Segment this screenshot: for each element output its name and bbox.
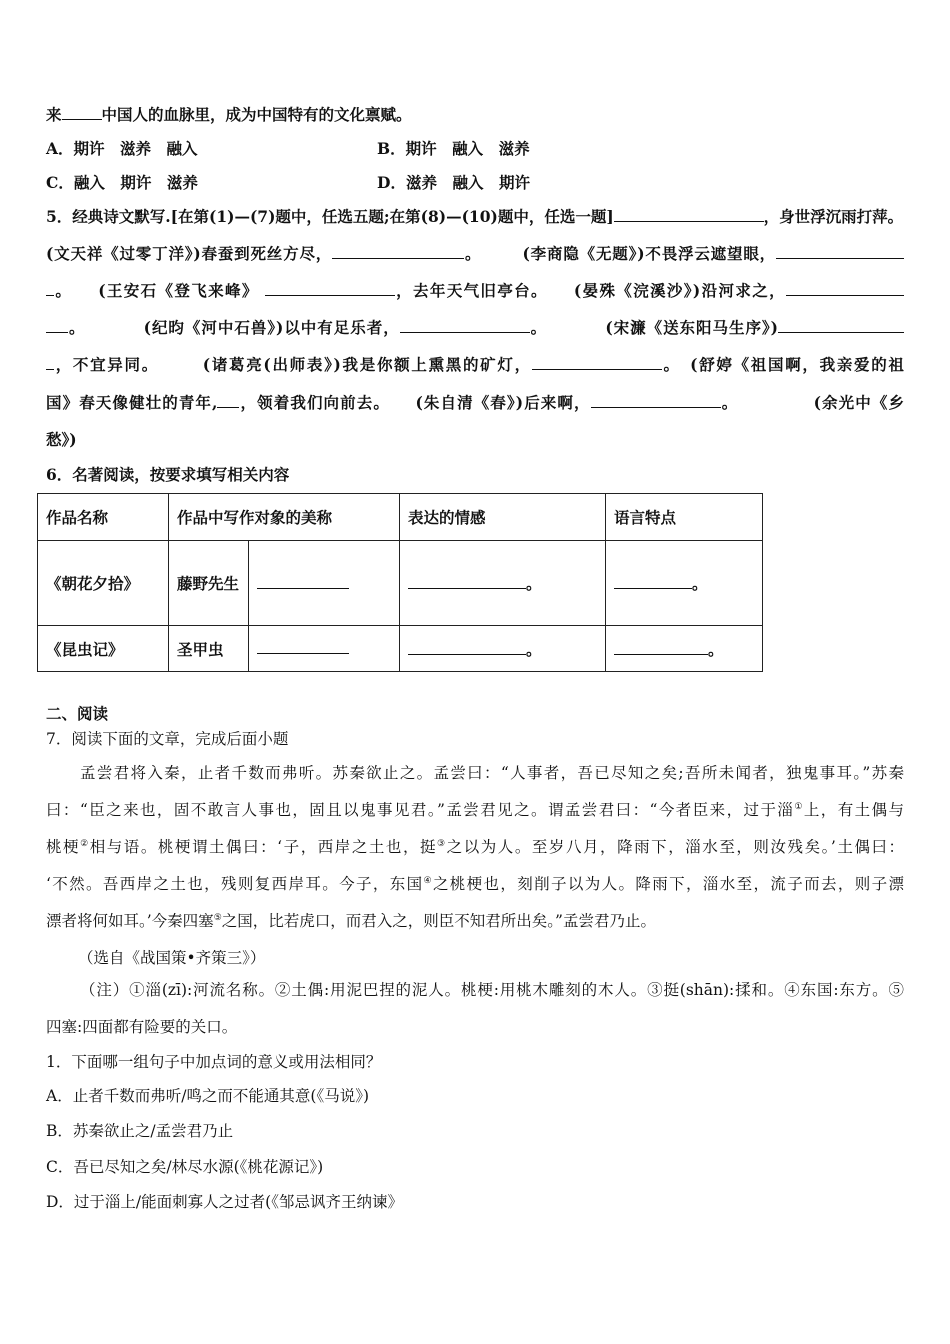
language-answer-blank[interactable]: 。: [606, 541, 763, 626]
notes-line-1: （注）①淄(zī):河流名称。②土偶:用泥巴捏的泥人。桃梗:用桃木雕刻的木人。③挺(shān):揉和。④东国:东方。⑤: [80, 981, 904, 999]
object-cell: 圣甲虫: [169, 626, 249, 672]
passage-line-3: 桃梗②相与语。桃梗谓土偶曰：‘子，西岸之土也，挺③之以为人。至岁八月，降雨下，淄水至，则汝残矣。’土偶曰：: [46, 838, 904, 856]
q4-stem: 来 中国人的血脉里，成为中国特有的文化禀赋。: [46, 105, 412, 124]
table-header-row: [38, 494, 763, 541]
work-cell: 《昆虫记》: [38, 626, 169, 672]
notes-line-2: 四塞:四面都有险要的关口。: [46, 1018, 238, 1036]
header-emotion: 表达的情感: [400, 494, 606, 541]
q5-line-4: 。 (纪昀《河中石兽》)以中有足乐者， 。 (宋濂《送东阳马生序》): [46, 316, 904, 338]
work-cell: 《朝花夕拾》: [38, 541, 169, 626]
object-cell: 藤野先生: [169, 541, 249, 626]
language-answer-blank[interactable]: 。: [606, 626, 763, 672]
emotion-answer-blank[interactable]: 。: [400, 541, 606, 626]
passage-line-1: 孟尝君将入秦，止者千数而弗听。苏秦欲止之。孟尝曰：“人事者，吾已尽知之矣;吾所未闻者，独鬼事耳。”苏秦: [80, 764, 904, 782]
object-answer-blank[interactable]: [248, 541, 399, 626]
passage-line-2: 曰：“臣之来也，固不敢言人事也，固且以鬼事见君。”孟尝君见之。谓孟尝君曰：“今者臣来，过于淄①上，有土偶与: [46, 801, 904, 819]
header-object: 作品中写作对象的美称: [169, 494, 400, 541]
q4-option-d: D．滋养 融入 期许: [377, 173, 530, 192]
sub1-option-c: C．吾已尽知之矣/林尽水源(《桃花源记》): [46, 1158, 324, 1176]
section-title: 二、阅读: [46, 704, 109, 723]
header-language: 语言特点: [606, 494, 763, 541]
sub1-option-d: D．过于淄上/能面刺寡人之过者(《邹忌讽齐王纳谏》: [46, 1193, 403, 1211]
passage-line-4: ‘不然。吾西岸之土也，残则复西岸耳。今子，东国④之桃梗也，刻削子以为人。降雨下，淄水至，流子而去，则子漂: [46, 875, 904, 893]
q6-stem: 6．名著阅读，按要求填写相关内容: [46, 465, 290, 484]
q5-line-5: ，不宜异同。 (诸葛亮(出师表》)我是你额上熏黑的矿灯， 。 (舒婷《祖国啊，我亲爱的祖: [46, 353, 904, 375]
object-answer-blank[interactable]: [248, 626, 399, 672]
q5-line-3: 。 (王安石《登飞来峰》 ，去年天气旧亭台。 (晏殊《浣溪沙》)沿河求之，: [46, 279, 904, 301]
emotion-answer-blank[interactable]: 。: [400, 626, 606, 672]
q4-option-a: A．期许 滋养 融入: [46, 139, 198, 158]
table-row: [38, 541, 763, 626]
sub1-option-b: B．苏秦欲止之/孟尝君乃止: [46, 1122, 234, 1140]
header-work: 作品名称: [38, 494, 169, 541]
q5-line-6: 国》春天像健壮的青年, ，领着我们向前去。 (朱自清《春》)后来啊， 。 (余光中《乡: [46, 393, 904, 412]
q5-line-7: 愁》): [46, 430, 77, 449]
sub1-stem: 1．下面哪一组句子中加点词的意义或用法相同？: [46, 1053, 382, 1071]
works-table: [37, 493, 763, 672]
q4-option-b: B．期许 融入 滋养: [377, 139, 530, 158]
passage-source: （选自《战国策•齐策三》）: [78, 949, 266, 967]
q5-line-2: (文天祥《过零丁洋》)春蚕到死丝方尽， 。 (李商隐《无题》)不畏浮云遮望眼，: [46, 242, 904, 264]
q7-stem: 7．阅读下面的文章，完成后面小题: [46, 730, 289, 748]
q4-option-c: C．融入 期许 滋养: [46, 173, 198, 192]
q5-stem: 5．经典诗文默写.[在第(1)—(7)题中，任选五题;在第(8)—(10)题中，任选一题] ，身世浮沉雨打萍。: [46, 207, 904, 226]
table-row: [38, 626, 763, 672]
passage-line-5: 漂者将何如耳。’今秦四塞⑤之国，比若虎口，而君入之，则臣不知君所出矣。”孟尝君乃止。: [46, 912, 656, 930]
sub1-option-a: A．止者千数而弗听/鸣之而不能通其意(《马说》): [46, 1087, 370, 1105]
